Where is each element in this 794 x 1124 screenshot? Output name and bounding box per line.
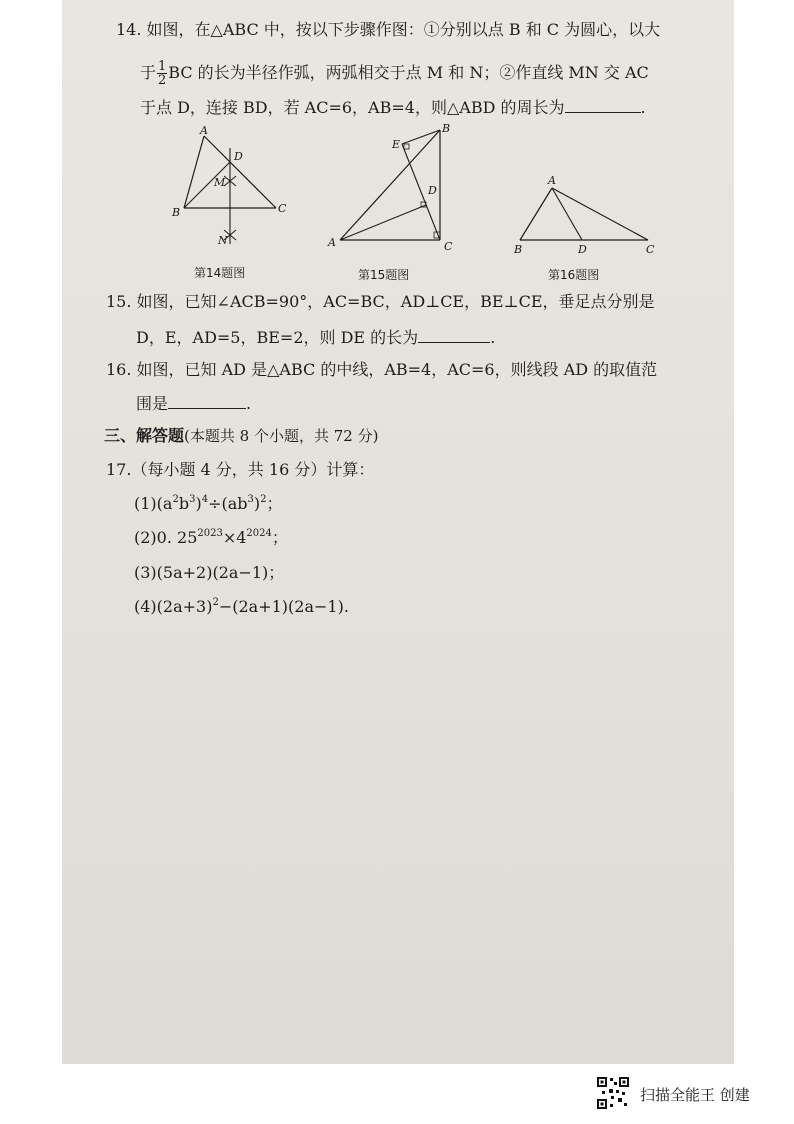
fig14-side-ab bbox=[184, 136, 204, 208]
q15-line2: D，E，AD=5，BE=2，则 DE 的长为 . bbox=[136, 328, 496, 347]
q17-part4: $(4)(2a+3)^2-(2a+1)(2a-1)$. bbox=[134, 597, 349, 616]
q15-line1: 15. 如图，已知∠ACB=90°，AC=BC，AD⊥CE，BE⊥CE，垂足点分别是 bbox=[106, 292, 655, 311]
fig14-label-b: B bbox=[172, 206, 181, 219]
fig16-label-c: C bbox=[646, 243, 655, 256]
fig16-label-d: D bbox=[578, 243, 587, 256]
fig15-side-ab bbox=[340, 130, 440, 240]
fig14-side-ac bbox=[204, 136, 276, 208]
answer-blank[interactable] bbox=[168, 394, 246, 409]
q17-part2: (2)0. $25^{2023}\times 4^{2024}$； bbox=[134, 528, 288, 547]
section-3-title: 三、解答题(本题共 8 个小题，共 72 分) bbox=[104, 426, 379, 445]
fig14-caption: 第14题图 bbox=[194, 266, 246, 280]
q14-line2: 于 $\frac{1}{2}$ BC 的长为半径作弧，两弧相交于点 M 和 N；②作直线 MN 交 AC bbox=[140, 59, 649, 88]
figure-16 bbox=[508, 172, 658, 254]
fig14-label-n: N bbox=[218, 234, 228, 247]
fig16-label-a: A bbox=[548, 174, 556, 187]
fig15-right-angle-e bbox=[404, 144, 409, 149]
fig16-label-b: B bbox=[514, 243, 523, 256]
answer-blank[interactable] bbox=[565, 98, 641, 113]
fig15-label-c: C bbox=[444, 240, 453, 253]
fig16-side-ab bbox=[520, 188, 552, 240]
fig15-label-b: B bbox=[442, 122, 451, 135]
answer-blank[interactable] bbox=[418, 328, 490, 343]
q17-part3: (3)(5a+2)(2a−1)； bbox=[134, 563, 285, 582]
q14-line3: 于点 D，连接 BD，若 AC=6，AB=4，则△ABD 的周长为 . bbox=[140, 98, 646, 117]
q17-heading: 17.（每小题 4 分，共 16 分）计算： bbox=[106, 460, 375, 479]
fig15-label-a: A bbox=[328, 236, 336, 249]
figure-15 bbox=[326, 122, 466, 252]
fig16-caption: 第16题图 bbox=[548, 268, 600, 282]
fig14-label-c: C bbox=[278, 202, 287, 215]
fig15-segment-ad bbox=[340, 205, 426, 240]
fig15-label-d: D bbox=[428, 184, 437, 197]
fig15-label-e: E bbox=[392, 138, 401, 151]
fig14-label-a: A bbox=[200, 124, 208, 137]
fig14-label-m: M bbox=[214, 176, 226, 189]
footer-watermark-text: 扫描全能王 创建 bbox=[640, 1086, 750, 1104]
fig14-label-d: D bbox=[234, 150, 243, 163]
figure-14 bbox=[170, 124, 290, 250]
fraction-one-half: $\frac{1}{2}$ bbox=[158, 59, 167, 88]
fig15-caption: 第15题图 bbox=[358, 268, 410, 282]
q14-line1: 14. 如图，在△ABC 中，按以下步骤作图：①分别以点 B 和 C 为圆心，以大 bbox=[116, 20, 661, 39]
q16-line1: 16. 如图，已知 AD 是△ABC 的中线，AB=4，AC=6，则线段 AD 的取值范 bbox=[106, 360, 658, 379]
q17-part1: $(1)(a^2b^3)^4\div(ab^3)^2$； bbox=[134, 494, 283, 513]
qr-code-icon bbox=[596, 1076, 630, 1110]
q16-line2: 围是 . bbox=[136, 394, 252, 413]
